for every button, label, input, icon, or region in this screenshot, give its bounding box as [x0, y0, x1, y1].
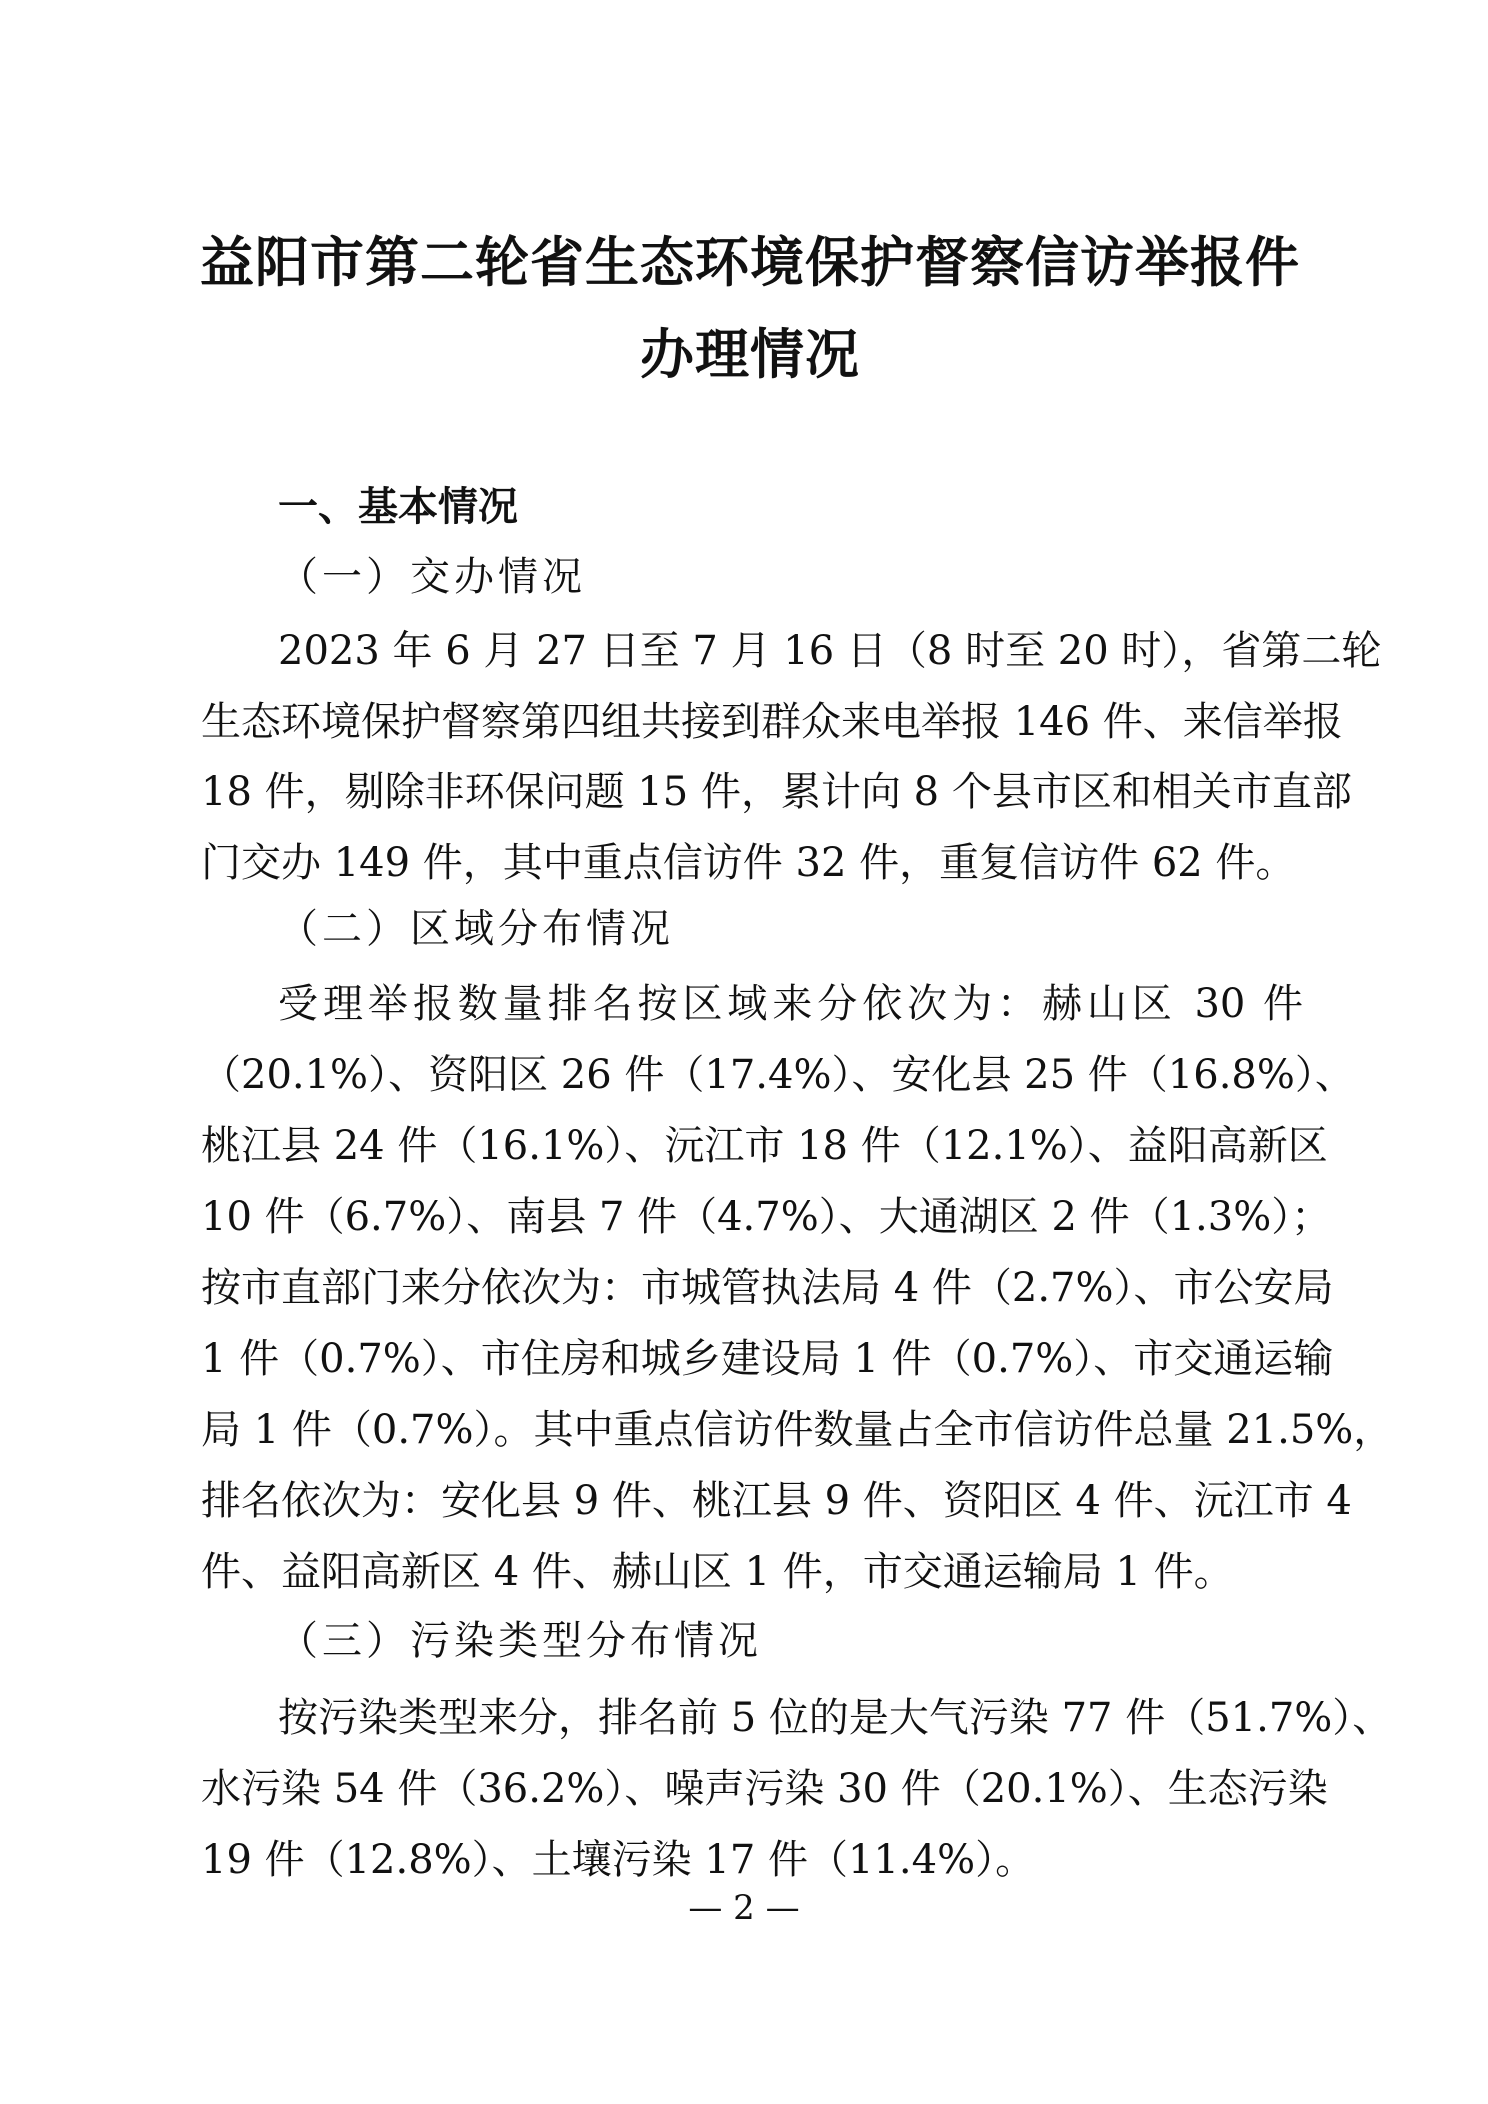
- text-line: 按污染类型来分，排名前 5 位的是大气污染 77 件（51.7%）、: [278, 1695, 1393, 1741]
- text-line: 门交办 149 件，其中重点信访件 32 件，重复信访件 62 件。: [201, 840, 1296, 886]
- page-number: — 2 —: [688, 1888, 800, 1928]
- text-line: 局 1 件（0.7%）。其中重点信访件数量占全市信访件总量 21.5%，: [201, 1407, 1394, 1453]
- text-line: 桃江县 24 件（16.1%）、沅江市 18 件（12.1%）、益阳高新区: [201, 1123, 1328, 1169]
- text-line: 受理举报数量排名按区域来分依次为：赫山区 30 件: [278, 981, 1303, 1027]
- text-line: 19 件（12.8%）、土壤污染 17 件（11.4%）。: [201, 1837, 1036, 1883]
- text-line: 2023 年 6 月 27 日至 7 月 16 日（8 时至 20 时），省第二轮: [278, 628, 1382, 674]
- title-line-1: 益阳市第二轮省生态环境保护督察信访举报件: [200, 230, 1300, 294]
- subheading-pollution-type: （三）污染类型分布情况: [278, 1618, 762, 1664]
- text-line: 1 件（0.7%）、市住房和城乡建设局 1 件（0.7%）、市交通运输: [201, 1336, 1334, 1382]
- subheading-region: （二）区域分布情况: [278, 906, 674, 952]
- text-line: 18 件，剔除非环保问题 15 件，累计向 8 个县市区和相关市直部: [201, 769, 1352, 815]
- subheading-assignment: （一）交办情况: [278, 554, 586, 600]
- text-line: 件、益阳高新区 4 件、赫山区 1 件，市交通运输局 1 件。: [201, 1549, 1234, 1595]
- text-line: （20.1%）、资阳区 26 件（17.4%）、安化县 25 件（16.8%）、: [201, 1052, 1355, 1098]
- text-line: 10 件（6.7%）、南县 7 件（4.7%）、大通湖区 2 件（1.3%）；: [201, 1194, 1332, 1240]
- text-line: 水污染 54 件（36.2%）、噪声污染 30 件（20.1%）、生态污染: [201, 1766, 1328, 1812]
- title-line-2: 办理情况: [640, 322, 860, 386]
- text-line: 生态环境保护督察第四组共接到群众来电举报 146 件、来信举报: [201, 699, 1343, 745]
- section-heading-basic: 一、基本情况: [278, 484, 518, 530]
- text-line: 排名依次为：安化县 9 件、桃江县 9 件、资阳区 4 件、沅江市 4: [201, 1478, 1352, 1524]
- text-line: 按市直部门来分依次为：市城管执法局 4 件（2.7%）、市公安局: [201, 1265, 1334, 1311]
